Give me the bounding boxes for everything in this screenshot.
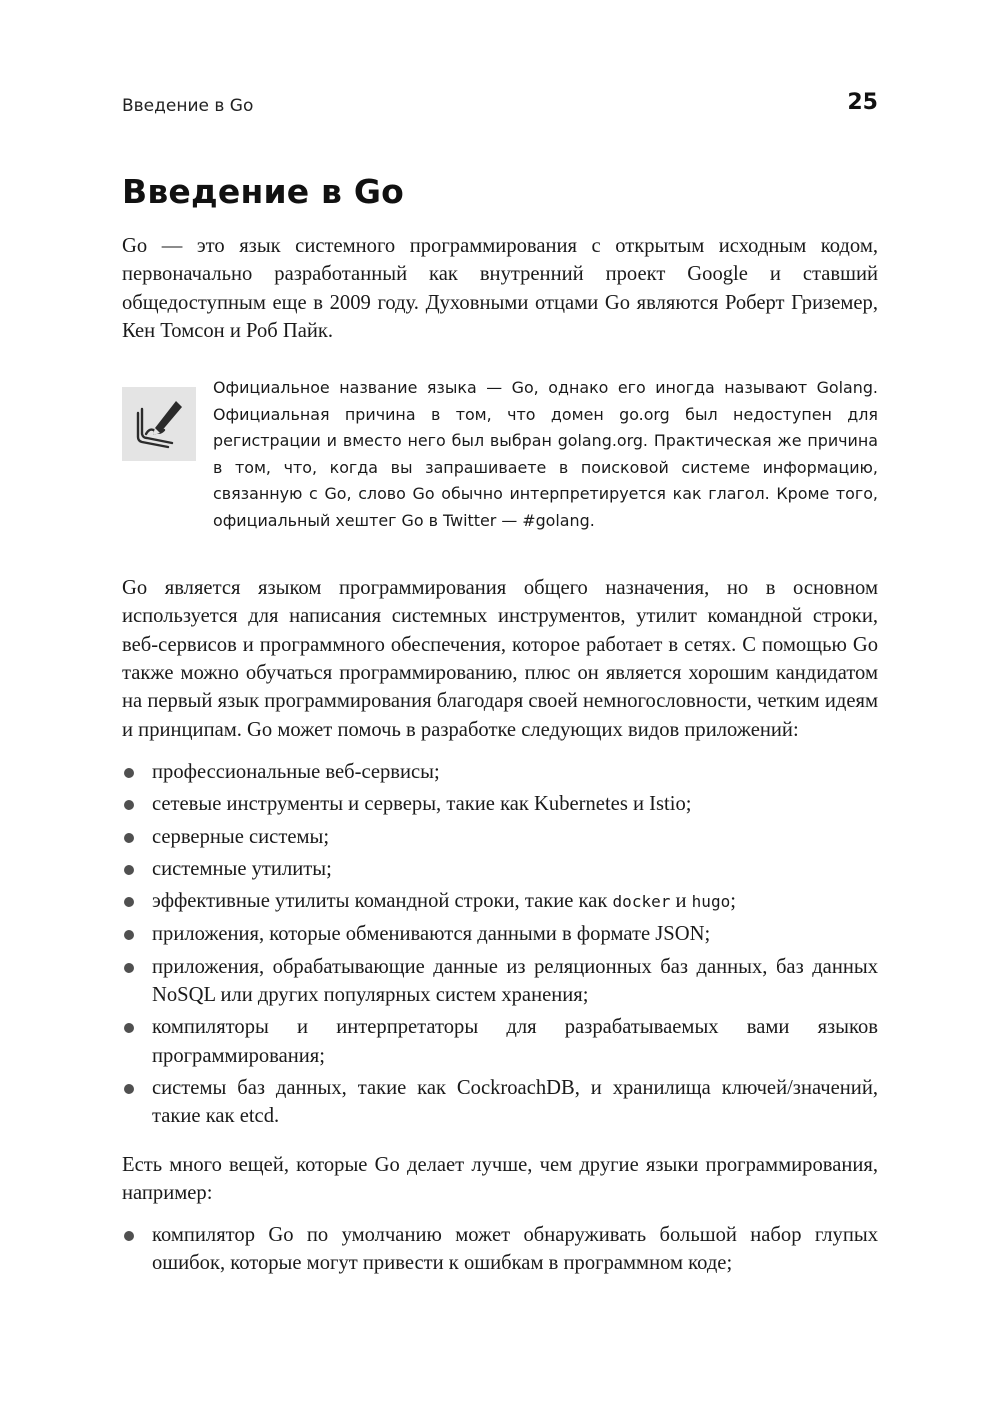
note-pen-icon xyxy=(122,387,196,461)
bullet-icon xyxy=(124,833,134,843)
bullet-icon xyxy=(124,800,134,810)
bullet-icon xyxy=(124,963,134,973)
bullet-icon xyxy=(124,1084,134,1094)
list-item-text-after: ; xyxy=(730,890,736,913)
list-item xyxy=(122,823,878,851)
code-docker: docker xyxy=(612,892,671,912)
list-item-text: профессиональные веб-сервисы; xyxy=(152,760,440,783)
list-item xyxy=(122,855,878,883)
note-callout xyxy=(122,375,878,534)
bullet-icon xyxy=(124,1023,134,1033)
list-item xyxy=(122,790,878,818)
bullet-icon xyxy=(124,897,134,907)
list-item xyxy=(122,953,878,1010)
bullet-icon xyxy=(124,1231,134,1241)
list-item-text: системы баз данных, такие как CockroachDB, и хранилища ключей/значений, такие как etcd. xyxy=(152,1076,878,1128)
running-head: Введение в Go xyxy=(122,96,254,116)
list-item-text: компилятор Go по умолчанию может обнаруживать большой набор глупых ошибок, которые могут привести к ошибкам в программном коде; xyxy=(152,1224,878,1275)
list-item-text: приложения, которые обмениваются данными в формате JSON; xyxy=(152,923,711,946)
list-item-text: сетевые инструменты и серверы, такие как Kubernetes и Istio; xyxy=(152,793,692,816)
list-item-text: приложения, обрабатывающие данные из реляционных баз данных, баз данных NoSQL или других популярных систем хранения; xyxy=(152,955,878,1007)
page-number: 25 xyxy=(847,90,878,115)
bullet-icon xyxy=(124,865,134,875)
page-body xyxy=(122,232,878,1282)
list-item-text: серверные системы; xyxy=(152,825,330,848)
bullet-icon xyxy=(124,930,134,940)
note-text: Официальное название языка — Go, однако его иногда называют Golang. Официальная причина в том, что домен go.org был недоступен для регистрации и вместо него был выбран golang.org. Практическая же причина в том, что, когда вы запрашиваете в поисковой системе информацию, связанную с Go, слово Go обычно интерпретируется как глагол. Кроме того, официальный хештег Go в Twitter — #golang. xyxy=(213,378,878,530)
list-item xyxy=(122,1221,878,1278)
list-item xyxy=(122,758,878,786)
applications-list xyxy=(122,758,878,1131)
advantages-paragraph: Есть много вещей, которые Go делает лучше, чем другие языки программирования, например: xyxy=(122,1153,878,1204)
list-item-text: компиляторы и интерпретаторы для разрабатываемых вами языков программирования; xyxy=(152,1016,878,1067)
list-item-text-middle: и xyxy=(670,890,692,913)
list-item xyxy=(122,920,878,948)
list-item xyxy=(122,887,878,916)
list-item-text-before: эффективные утилиты командной строки, такие как xyxy=(152,890,613,913)
list-item xyxy=(122,1074,878,1131)
list-item-text: системные утилиты; xyxy=(152,857,332,880)
section-title: Введение в Go xyxy=(122,172,404,211)
list-item xyxy=(122,1013,878,1070)
intro-paragraph: Go — это язык системного программирования с открытым исходным кодом, первоначально разработанный как внутренний проект Google и ставший общедоступным еще в 2009 году. Духовными отцами Go являются Роберт Гриземер, Кен Томсон и Роб Пайк. xyxy=(122,235,878,342)
bullet-icon xyxy=(124,768,134,778)
advantages-list xyxy=(122,1221,878,1278)
code-hugo: hugo xyxy=(691,892,731,912)
general-purpose-paragraph: Go является языком программирования общего назначения, но в основном используется для написания системных инструментов, утилит командной строки, веб-сервисов и программного обеспечения, которое работает в сетях. С помощью Go также можно обучаться программированию, плюс он является хорошим кандидатом на первый язык программирования благодаря своей немногословности, четким идеям и принципам. Go может помочь в разработке следующих видов приложений: xyxy=(122,577,878,741)
